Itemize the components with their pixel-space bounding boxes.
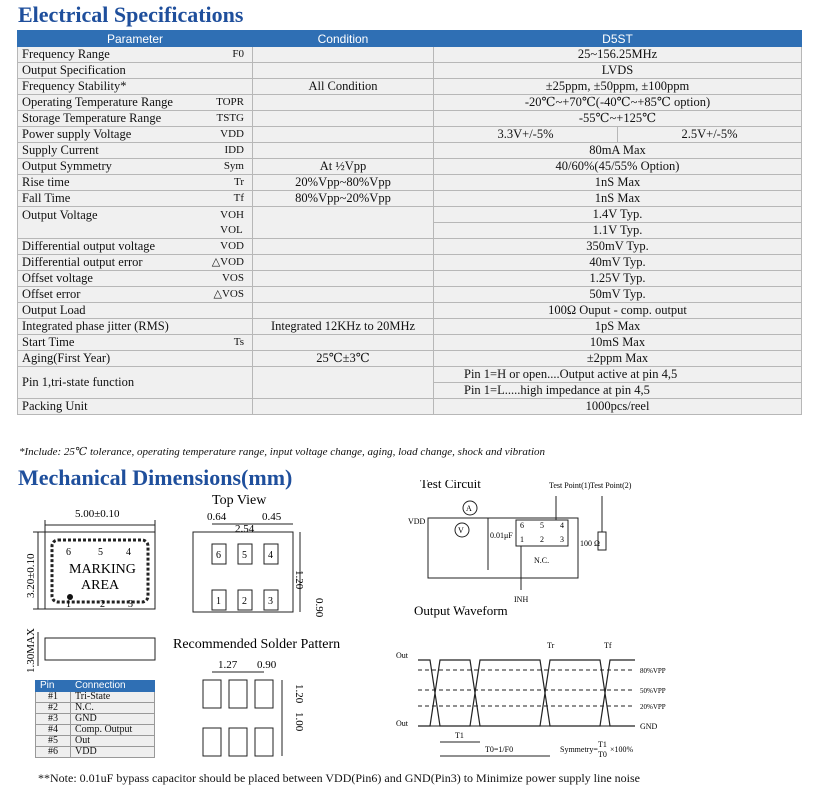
svg-text:2: 2 bbox=[540, 535, 544, 544]
spec-row bbox=[18, 239, 802, 255]
param-symbol bbox=[244, 303, 248, 318]
spec-row bbox=[18, 351, 802, 367]
svg-text:GND: GND bbox=[640, 722, 658, 731]
top-view-label: Top View bbox=[212, 493, 267, 508]
pin-body bbox=[36, 692, 155, 758]
param-name: Operating Temperature Range bbox=[22, 95, 173, 109]
condition-cell bbox=[253, 143, 434, 159]
condition-cell bbox=[253, 63, 434, 79]
width-dim: 5.00±0.10 bbox=[75, 508, 120, 520]
pin-connection: Tri-State bbox=[71, 692, 155, 703]
spec-row bbox=[18, 335, 802, 351]
param-cell bbox=[18, 335, 253, 351]
value-cell: 40mV Typ. bbox=[434, 255, 802, 271]
svg-text:Test Point(1): Test Point(1) bbox=[549, 481, 591, 490]
spec-row bbox=[18, 399, 802, 415]
svg-text:V: V bbox=[458, 526, 464, 535]
param-name: Integrated phase jitter (RMS) bbox=[22, 319, 169, 333]
condition-cell: 20%Vpp~80%Vpp bbox=[253, 175, 434, 191]
param-cell bbox=[18, 367, 253, 399]
svg-text:1.20: 1.20 bbox=[293, 684, 305, 704]
recommended-label: Recommended Solder Pattern bbox=[173, 637, 341, 652]
value-cell: 1000pcs/reel bbox=[434, 399, 802, 415]
param-symbol bbox=[244, 351, 248, 366]
condition-cell bbox=[253, 239, 434, 255]
spec-row bbox=[18, 303, 802, 319]
param-symbol: VOH VOL bbox=[220, 208, 244, 236]
value-cell: 350mV Typ. bbox=[434, 239, 802, 255]
pin-table bbox=[35, 680, 155, 758]
value-cell: LVDS bbox=[434, 63, 802, 79]
param-cell bbox=[18, 111, 253, 127]
value-b: 1.1V Typ. bbox=[592, 223, 643, 237]
value-cell bbox=[434, 367, 802, 399]
pin-number: #3 bbox=[36, 714, 71, 725]
svg-text:6: 6 bbox=[520, 521, 524, 530]
spec-row bbox=[18, 175, 802, 191]
param-cell bbox=[18, 319, 253, 335]
test-circuit-label: Test Circuit bbox=[420, 480, 481, 491]
param-symbol: TSTG bbox=[216, 112, 244, 124]
svg-text:5: 5 bbox=[98, 547, 103, 558]
param-symbol: VDD bbox=[220, 128, 244, 140]
param-cell bbox=[18, 207, 253, 239]
spec-row bbox=[18, 95, 802, 111]
param-name: Offset error bbox=[22, 287, 81, 301]
value-cell: 1.25V Typ. bbox=[434, 271, 802, 287]
param-symbol: Tf bbox=[233, 192, 244, 204]
pin-number: #2 bbox=[36, 703, 71, 714]
svg-text:2.54: 2.54 bbox=[235, 523, 255, 535]
svg-text:1.27: 1.27 bbox=[218, 659, 238, 671]
pin-row bbox=[36, 692, 155, 703]
param-name: Aging(First Year) bbox=[22, 351, 111, 365]
svg-text:4: 4 bbox=[268, 550, 273, 561]
spec-row bbox=[18, 47, 802, 63]
value-cell: 50mV Typ. bbox=[434, 287, 802, 303]
pin-row bbox=[36, 725, 155, 736]
svg-text:100 Ω: 100 Ω bbox=[580, 539, 600, 548]
svg-text:6: 6 bbox=[66, 547, 71, 558]
param-symbol: IDD bbox=[224, 144, 244, 156]
value-cell: -20℃~+70℃(-40℃~+85℃ option) bbox=[434, 95, 802, 111]
svg-text:1: 1 bbox=[66, 599, 71, 610]
value-cell: 80mA Max bbox=[434, 143, 802, 159]
pin-number: #6 bbox=[36, 747, 71, 758]
footnote: *Include: 25℃ tolerance, operating temperature range, input voltage change, aging, load change, shock and vibration bbox=[19, 446, 546, 458]
condition-cell bbox=[253, 47, 434, 63]
svg-text:T0=1/F0: T0=1/F0 bbox=[485, 745, 514, 754]
param-symbol: △VOS bbox=[213, 288, 244, 300]
value-cell: ±2ppm Max bbox=[434, 351, 802, 367]
svg-text:T1: T1 bbox=[455, 731, 464, 740]
value-cell: 25~156.25MHz bbox=[434, 47, 802, 63]
pin-row bbox=[36, 736, 155, 747]
svg-text:80%VPP: 80%VPP bbox=[640, 667, 666, 675]
pin-connection: Out bbox=[71, 736, 155, 747]
spec-body bbox=[18, 47, 802, 415]
svg-text:Tf: Tf bbox=[604, 641, 612, 650]
value-cell: 10mS Max bbox=[434, 335, 802, 351]
svg-text:5: 5 bbox=[242, 550, 247, 561]
svg-text:0.90: 0.90 bbox=[313, 598, 325, 618]
param-name: Rise time bbox=[22, 175, 70, 189]
condition-cell bbox=[253, 303, 434, 319]
param-name: Differential output error bbox=[22, 255, 143, 269]
header-model: D5ST bbox=[434, 31, 802, 47]
param-cell bbox=[18, 191, 253, 207]
svg-text:Symmetry=: Symmetry= bbox=[560, 745, 598, 754]
header-parameter: Parameter bbox=[18, 31, 253, 47]
param-name: Output Voltage bbox=[22, 207, 98, 222]
svg-text:2: 2 bbox=[100, 599, 105, 610]
param-cell bbox=[18, 271, 253, 287]
spec-row bbox=[18, 287, 802, 303]
param-name: Pin 1,tri-state function bbox=[22, 375, 135, 389]
spec-row bbox=[18, 207, 802, 239]
svg-text:Out: Out bbox=[396, 719, 408, 728]
spec-row bbox=[18, 367, 802, 399]
value-cell: 1pS Max bbox=[434, 319, 802, 335]
param-cell bbox=[18, 399, 253, 415]
param-cell bbox=[18, 79, 253, 95]
pin-row bbox=[36, 714, 155, 725]
param-symbol bbox=[244, 399, 248, 414]
param-cell bbox=[18, 159, 253, 175]
pin-header: Pin bbox=[36, 681, 71, 692]
param-symbol: Ts bbox=[233, 336, 244, 348]
value-cell: 1nS Max bbox=[434, 191, 802, 207]
connection-header: Connection bbox=[71, 681, 155, 692]
svg-text:T1: T1 bbox=[598, 740, 607, 749]
condition-cell: 25℃±3℃ bbox=[253, 351, 434, 367]
pin-row bbox=[36, 747, 155, 758]
value-cell: 40/60%(45/55% Option) bbox=[434, 159, 802, 175]
thick-dim: 1.30MAX bbox=[25, 628, 37, 673]
param-name: Frequency Range bbox=[22, 47, 110, 61]
pin-number: #5 bbox=[36, 736, 71, 747]
value-cell: ±25ppm, ±50ppm, ±100ppm bbox=[434, 79, 802, 95]
test-circuit-box bbox=[428, 518, 578, 578]
value-cell: 1nS Max bbox=[434, 175, 802, 191]
param-cell bbox=[18, 95, 253, 111]
param-name: Offset voltage bbox=[22, 271, 93, 285]
param-cell bbox=[18, 351, 253, 367]
param-symbol: TOPR bbox=[216, 96, 244, 108]
svg-text:3: 3 bbox=[128, 599, 133, 610]
param-cell bbox=[18, 255, 253, 271]
svg-text:4: 4 bbox=[126, 547, 131, 558]
condition-cell bbox=[253, 207, 434, 239]
param-name: Differential output voltage bbox=[22, 239, 156, 253]
condition-cell: At ½Vpp bbox=[253, 159, 434, 175]
param-cell bbox=[18, 143, 253, 159]
svg-text:1.00: 1.00 bbox=[293, 712, 305, 732]
value-a: 1.4V Typ. bbox=[434, 207, 801, 223]
value-cell: 100Ω Ouput - comp. output bbox=[434, 303, 802, 319]
spec-row bbox=[18, 127, 802, 143]
spec-row bbox=[18, 111, 802, 127]
svg-text:0.01μF: 0.01μF bbox=[490, 531, 513, 540]
value-b: 2.5V+/-5% bbox=[681, 127, 738, 141]
svg-text:1: 1 bbox=[520, 535, 524, 544]
param-name: Output Specification bbox=[22, 63, 126, 77]
condition-cell bbox=[253, 95, 434, 111]
svg-text:INH: INH bbox=[514, 595, 529, 604]
svg-text:Test Point(2): Test Point(2) bbox=[590, 481, 632, 490]
header-condition: Condition bbox=[253, 31, 434, 47]
svg-text:50%VPP: 50%VPP bbox=[640, 687, 666, 695]
svg-text:1: 1 bbox=[216, 596, 221, 607]
svg-text:A: A bbox=[466, 504, 472, 513]
param-cell bbox=[18, 303, 253, 319]
condition-cell: Integrated 12KHz to 20MHz bbox=[253, 319, 434, 335]
marking-text: MARKING bbox=[69, 562, 136, 577]
svg-text:T0: T0 bbox=[598, 750, 607, 759]
condition-cell bbox=[253, 111, 434, 127]
svg-text:3: 3 bbox=[268, 596, 273, 607]
param-name: Fall Time bbox=[22, 191, 71, 205]
pin-connection: Comp. Output bbox=[71, 725, 155, 736]
svg-text:0.45: 0.45 bbox=[262, 511, 282, 523]
spec-row bbox=[18, 79, 802, 95]
param-name: Power supply Voltage bbox=[22, 127, 132, 141]
param-symbol: F0 bbox=[232, 48, 244, 60]
spec-row bbox=[18, 63, 802, 79]
param-symbol bbox=[244, 375, 248, 390]
param-name: Storage Temperature Range bbox=[22, 111, 162, 125]
value-cell bbox=[434, 207, 802, 239]
spec-row bbox=[18, 159, 802, 175]
param-cell bbox=[18, 127, 253, 143]
param-symbol: Sym bbox=[223, 160, 244, 172]
svg-text:0.64: 0.64 bbox=[207, 511, 227, 523]
param-symbol: VOD bbox=[220, 240, 244, 252]
svg-text:2: 2 bbox=[242, 596, 247, 607]
condition-cell bbox=[253, 367, 434, 399]
param-symbol: Tr bbox=[234, 176, 244, 188]
svg-text:Out: Out bbox=[396, 651, 408, 660]
svg-text:5: 5 bbox=[540, 521, 544, 530]
pin-row bbox=[36, 703, 155, 714]
mechanical-title: Mechanical Dimensions(mm) bbox=[18, 465, 293, 490]
spec-row bbox=[18, 319, 802, 335]
spec-row bbox=[18, 191, 802, 207]
pin-connection: N.C. bbox=[71, 703, 155, 714]
side-view bbox=[45, 638, 155, 660]
condition-cell bbox=[253, 335, 434, 351]
param-cell bbox=[18, 239, 253, 255]
svg-text:VDD: VDD bbox=[408, 517, 426, 526]
pin-connection: VDD bbox=[71, 747, 155, 758]
bottom-note: **Note: 0.01uF bypass capacitor should be placed between VDD(Pin6) and GND(Pin3) to Minimize power supply line noise bbox=[38, 771, 641, 785]
param-symbol: △VOD bbox=[211, 256, 244, 268]
value-a: 3.3V+/-5% bbox=[434, 127, 618, 142]
spec-row bbox=[18, 143, 802, 159]
svg-text:1.20: 1.20 bbox=[293, 570, 305, 590]
condition-cell bbox=[253, 271, 434, 287]
param-name: Output Symmetry bbox=[22, 159, 112, 173]
param-name: Frequency Stability* bbox=[22, 79, 127, 93]
condition-cell bbox=[253, 287, 434, 303]
svg-text:×100%: ×100% bbox=[610, 745, 634, 754]
height-dim: 3.20±0.10 bbox=[25, 553, 37, 598]
spec-row bbox=[18, 271, 802, 287]
svg-text:N.C.: N.C. bbox=[534, 556, 550, 565]
param-name: Output Load bbox=[22, 303, 86, 317]
value-a: Pin 1=H or open....Output active at pin 4,5 bbox=[434, 367, 801, 383]
param-cell bbox=[18, 175, 253, 191]
svg-text:4: 4 bbox=[560, 521, 564, 530]
param-cell bbox=[18, 47, 253, 63]
condition-cell bbox=[253, 127, 434, 143]
pin-connection: GND bbox=[71, 714, 155, 725]
solder-pad bbox=[203, 680, 221, 708]
param-symbol bbox=[244, 79, 248, 94]
param-name: Packing Unit bbox=[22, 399, 88, 413]
param-name: Supply Current bbox=[22, 143, 99, 157]
svg-text:Tr: Tr bbox=[547, 641, 555, 650]
area-text: AREA bbox=[81, 578, 120, 593]
param-cell bbox=[18, 287, 253, 303]
param-symbol bbox=[244, 319, 248, 334]
param-symbol: VOS bbox=[221, 272, 244, 284]
value-b: Pin 1=L.....high impedance at pin 4,5 bbox=[464, 383, 650, 397]
spec-row bbox=[18, 255, 802, 271]
svg-text:20%VPP: 20%VPP bbox=[640, 703, 666, 711]
condition-cell bbox=[253, 399, 434, 415]
electrical-title: Electrical Specifications bbox=[18, 2, 244, 27]
param-symbol bbox=[244, 63, 248, 78]
svg-text:3: 3 bbox=[560, 535, 564, 544]
value-cell bbox=[434, 127, 802, 143]
svg-text:0.90: 0.90 bbox=[257, 659, 277, 671]
param-cell bbox=[18, 63, 253, 79]
param-name: Start Time bbox=[22, 335, 75, 349]
svg-text:6: 6 bbox=[216, 550, 221, 561]
spec-table bbox=[17, 30, 802, 415]
pin-number: #1 bbox=[36, 692, 71, 703]
condition-cell bbox=[253, 255, 434, 271]
value-cell: -55℃~+125℃ bbox=[434, 111, 802, 127]
condition-cell: 80%Vpp~20%Vpp bbox=[253, 191, 434, 207]
output-waveform-label: Output Waveform bbox=[414, 603, 508, 618]
pin-number: #4 bbox=[36, 725, 71, 736]
condition-cell: All Condition bbox=[253, 79, 434, 95]
